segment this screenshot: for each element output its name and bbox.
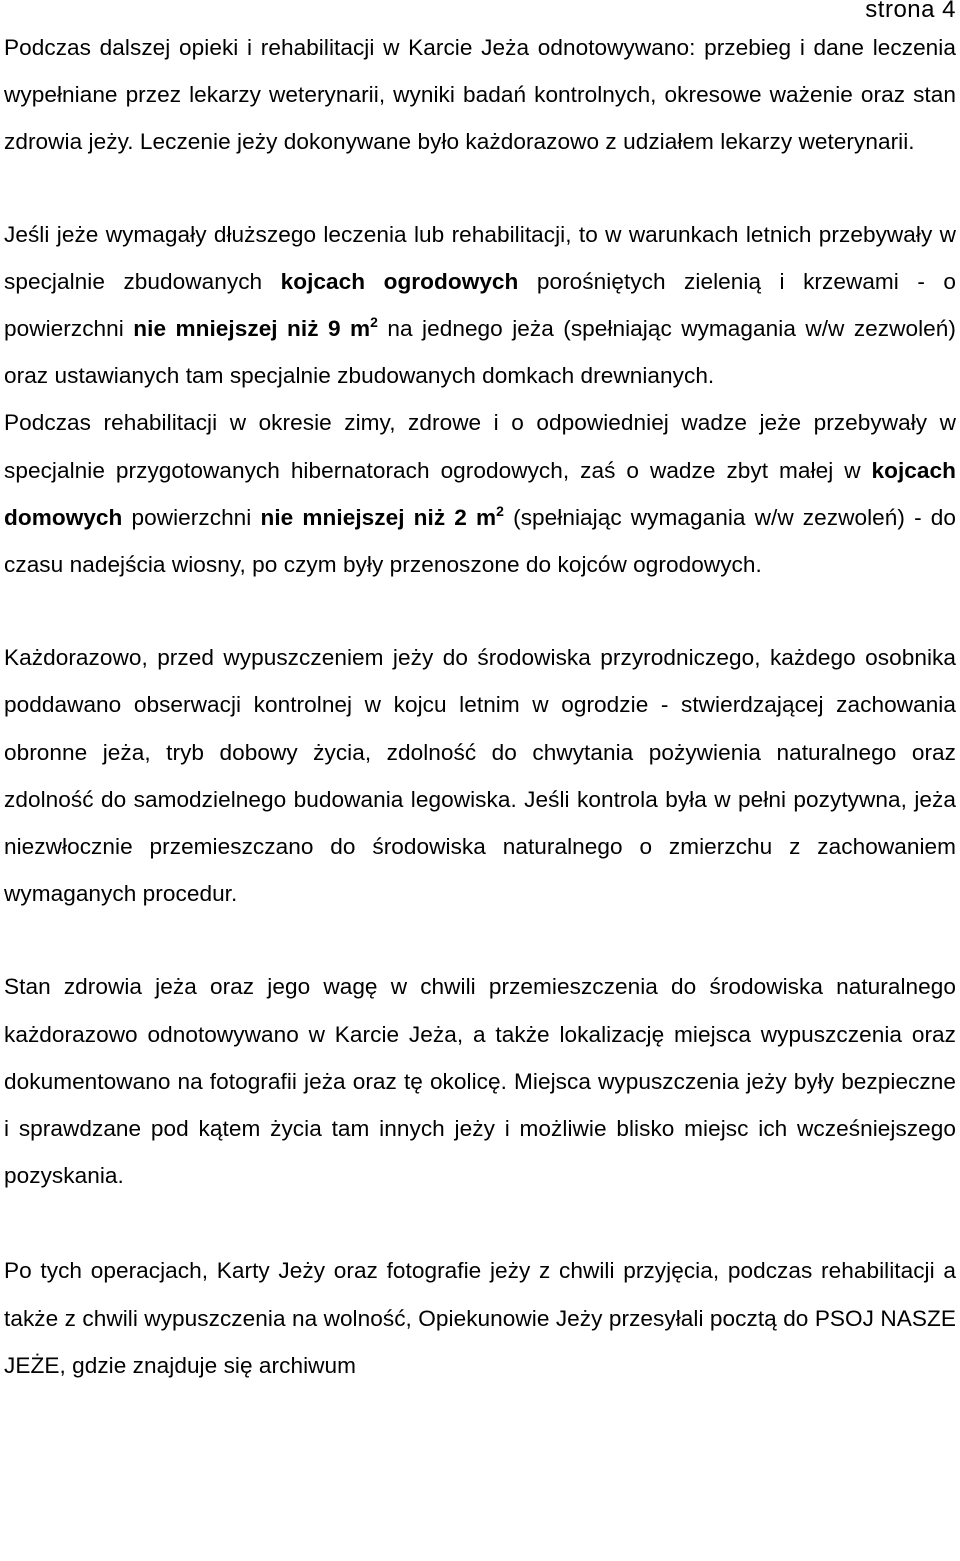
page-number: strona 4 bbox=[865, 0, 956, 23]
bold-phrase: nie mniejszej niż 9 m bbox=[133, 316, 371, 342]
paragraph-spacer bbox=[4, 166, 956, 211]
paragraph-text: powierzchni bbox=[122, 504, 261, 530]
paragraph-text: porośniętych zielenią i krzewami - o powierzchni bbox=[4, 268, 956, 342]
paragraph-text: Podczas rehabilitacji w okresie zimy, zdrowe i o odpowiedniej wadze jeże przebywały w specjalnie przygotowanych hibernatorach ogrodowych, zaś o wadze zbyt małej w bbox=[4, 410, 956, 483]
paragraph-care-records: Podczas dalszej opieki i rehabilitacji w Karcie Jeża odnotowywano: przebieg i dane leczenia wypełniane przez lekarzy weterynarii, wyniki badań kontrolnych, okresowe ważenie oraz stan zdrowia jeży. Leczenie jeży dokonywane było każdorazowo z udziałem lekarzy weterynarii. bbox=[4, 35, 956, 155]
paragraph-winter-hibernation bbox=[4, 399, 956, 588]
paragraph-spacer bbox=[4, 917, 956, 963]
paragraph-archive: Po tych operacjach, Karty Jeży oraz fotografie jeży z chwili przyjęcia, podczas rehabilitacji a także z chwili wypuszczenia na wolność, Opiekunowie Jeży przesyłali pocztą do PSOJ NASZE JEŻE, gdzie znajduje się archiwum bbox=[4, 1258, 956, 1378]
document-body bbox=[4, 24, 956, 1389]
paragraph-text: Jeśli jeże wymagały dłuższego leczenia lub rehabilitacji, to w warunkach letnich przebywały w specjalnie zbudowanych bbox=[4, 221, 956, 294]
bold-phrase: nie mniejszej niż 2 m bbox=[260, 504, 497, 530]
paragraph-release-observation: Każdorazowo, przed wypuszczeniem jeży do środowiska przyrodniczego, każdego osobnika poddawano obserwacji kontrolnej w kojcu letnim w ogrodzie - stwierdzającej zachowania obronne jeża, tryb dobowy życia, zdolność do chwytania pożywienia naturalnego oraz zdolność do samodzielnego budowania legowiska. Jeśli kontrola była w pełni pozytywna, jeża niezwłocznie przemieszczano do środowiska naturalnego o zmierzchu z zachowaniem wymaganych procedur. bbox=[4, 645, 956, 907]
paragraph-summer-enclosures bbox=[4, 211, 956, 400]
paragraph-spacer bbox=[4, 1199, 956, 1247]
superscript: 2 bbox=[370, 314, 378, 331]
paragraph-text: (spełniając wymagania w/w zezwoleń) - do czasu nadejścia wiosny, po czym były przenoszone do kojców ogrodowych. bbox=[4, 504, 956, 578]
bold-phrase: kojcach domowych bbox=[4, 457, 956, 530]
paragraph-spacer bbox=[4, 588, 956, 634]
paragraph-release-documentation: Stan zdrowia jeża oraz jego wagę w chwili przemieszczenia do środowiska naturalnego każdorazowo odnotowywano w Karcie Jeża, a także lokalizację miejsca wypuszczenia oraz dokumentowano na fotografii jeża oraz tę okolicę. Miejsca wypuszczenia jeży były bezpieczne i sprawdzane pod kątem życia tam innych jeży i możliwie blisko miejsc ich wcześniejszego pozyskania. bbox=[4, 974, 956, 1189]
bold-phrase: kojcach ogrodowych bbox=[280, 268, 519, 294]
superscript: 2 bbox=[496, 502, 505, 519]
paragraph-text: na jednego jeża (spełniając wymagania w/w zezwoleń) oraz ustawianych tam specjalnie zbudowanych domkach drewnianych. bbox=[4, 316, 956, 389]
